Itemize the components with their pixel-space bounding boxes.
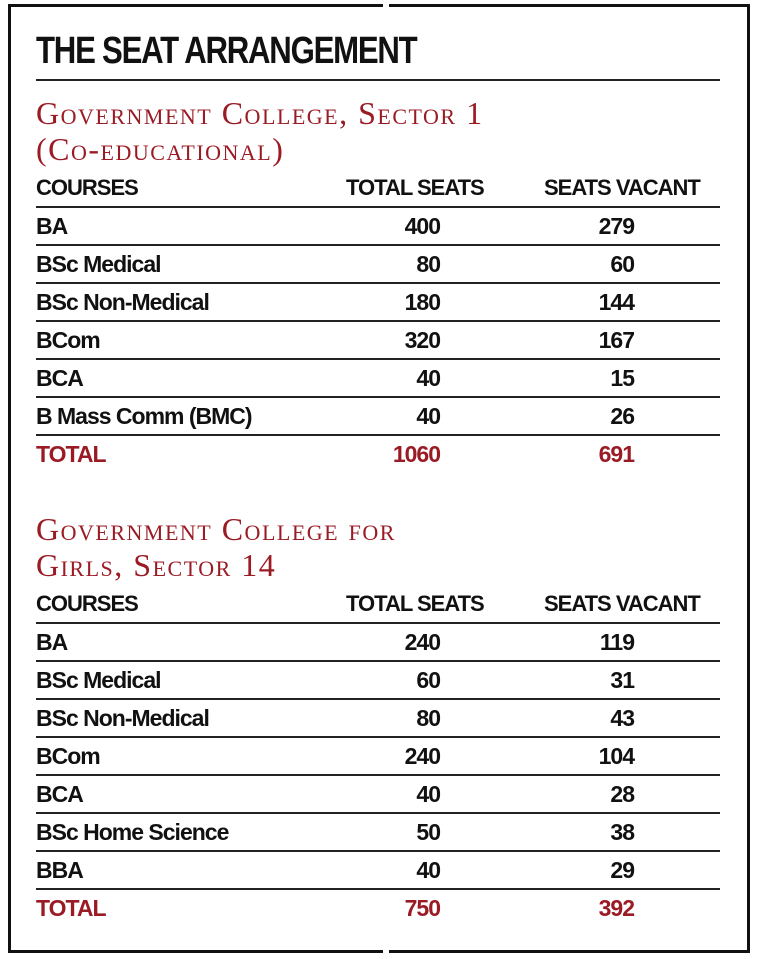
seats-vacant: 26 <box>506 397 720 435</box>
total-seats: 180 <box>336 283 506 321</box>
header-total-seats: TOTAL SEATS <box>336 586 506 623</box>
total-seats-sum: 750 <box>404 894 440 921</box>
header-courses: COURSES <box>36 170 336 207</box>
college-1-name-line1: Government College, Sector 1 <box>36 95 484 131</box>
seats-vacant: 167 <box>506 321 720 359</box>
header-seats-vacant: SEATS VACANT <box>506 586 720 623</box>
course-name: BA <box>36 623 336 661</box>
seats-vacant: 29 <box>506 851 720 889</box>
header-total-seats: TOTAL SEATS <box>336 170 506 207</box>
course-name: BSc Medical <box>36 661 336 699</box>
table-row <box>36 207 720 245</box>
seats-vacant: 60 <box>506 245 720 283</box>
seats-vacant: 38 <box>506 813 720 851</box>
college-2-name-line2: Girls, Sector 14 <box>36 547 277 583</box>
table-row <box>36 661 720 699</box>
table-header-row <box>36 586 720 623</box>
seats-vacant: 15 <box>506 359 720 397</box>
total-row <box>36 889 720 926</box>
course-name: BSc Home Science <box>36 813 336 851</box>
college-2-name-line1: Government College for <box>36 511 396 547</box>
seats-vacant-sum: 392 <box>598 894 634 921</box>
table-row <box>36 245 720 283</box>
college-2-seat-table <box>36 586 720 926</box>
seats-vacant: 279 <box>506 207 720 245</box>
table-row <box>36 321 720 359</box>
college-1-heading <box>36 95 720 167</box>
table-row <box>36 359 720 397</box>
course-name: BCA <box>36 359 336 397</box>
course-name: BSc Non-Medical <box>36 699 336 737</box>
seats-vacant: 28 <box>506 775 720 813</box>
course-name: BCA <box>36 775 336 813</box>
college-1-seat-table <box>36 170 720 472</box>
frame-notch <box>383 950 389 953</box>
table-row <box>36 737 720 775</box>
table-row <box>36 813 720 851</box>
table-row <box>36 851 720 889</box>
total-row <box>36 435 720 472</box>
title-divider <box>36 79 720 81</box>
table-row <box>36 283 720 321</box>
header-seats-vacant: SEATS VACANT <box>506 170 720 207</box>
total-seats: 40 <box>336 775 506 813</box>
total-seats: 320 <box>336 321 506 359</box>
course-name: BA <box>36 207 336 245</box>
course-name: B Mass Comm (BMC) <box>36 397 336 435</box>
total-seats: 40 <box>336 397 506 435</box>
course-name: BSc Medical <box>36 245 336 283</box>
frame-notch <box>383 4 389 7</box>
total-seats-sum: 1060 <box>392 440 440 467</box>
table-row <box>36 623 720 661</box>
seats-vacant: 43 <box>506 699 720 737</box>
course-name: BBA <box>36 851 336 889</box>
table-header-row <box>36 170 720 207</box>
seats-vacant: 144 <box>506 283 720 321</box>
total-seats: 240 <box>336 737 506 775</box>
seats-vacant: 104 <box>506 737 720 775</box>
table-row <box>36 397 720 435</box>
seats-vacant-sum: 691 <box>598 440 634 467</box>
table-row <box>36 699 720 737</box>
college-1-name-line2: (Co-educational) <box>36 131 285 167</box>
course-name: BSc Non-Medical <box>36 283 336 321</box>
total-seats: 80 <box>336 699 506 737</box>
total-seats: 50 <box>336 813 506 851</box>
college-2-heading <box>36 511 720 583</box>
total-seats: 400 <box>336 207 506 245</box>
total-seats: 60 <box>336 661 506 699</box>
seats-vacant: 31 <box>506 661 720 699</box>
table-row <box>36 775 720 813</box>
header-courses: COURSES <box>36 586 336 623</box>
total-label: TOTAL <box>36 894 106 921</box>
total-label: TOTAL <box>36 440 106 467</box>
total-seats: 40 <box>336 359 506 397</box>
course-name: BCom <box>36 737 336 775</box>
course-name: BCom <box>36 321 336 359</box>
total-seats: 240 <box>336 623 506 661</box>
seats-vacant: 119 <box>506 623 720 661</box>
page-title: THE SEAT ARRANGEMENT <box>36 30 417 72</box>
total-seats: 40 <box>336 851 506 889</box>
total-seats: 80 <box>336 245 506 283</box>
